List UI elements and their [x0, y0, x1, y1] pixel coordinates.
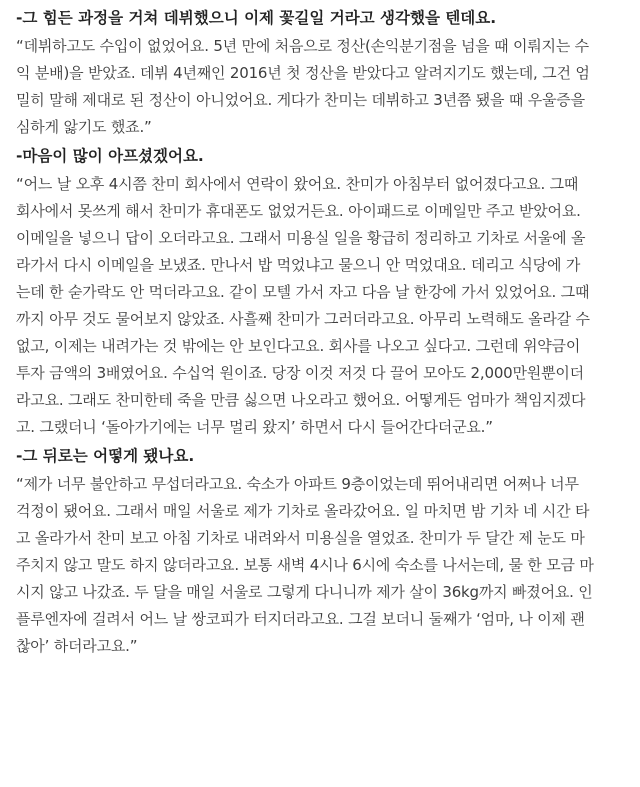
answer-line: 까지 아무 것도 물어보지 않았죠. 사흘째 찬미가 그러더라고요. 아무리 노력해도 올라갈 수 [16, 310, 590, 328]
question-heading: -그 힘든 과정을 거쳐 데뷔했으니 이제 꽃길일 거라고 생각했을 텐데요. [16, 9, 497, 27]
answer-line: 라고요. 그래도 찬미한테 죽을 만큼 싫으면 나오라고 했어요. 어떻게든 엄마가 책임지겠다 [16, 391, 586, 409]
qa-section-2 [16, 144, 624, 441]
answer-line: 이메일을 넣으니 답이 오더라고요. 그래서 미용실 일을 황급히 정리하고 기차로 서울에 올 [16, 229, 586, 247]
answer-line: 플루엔자에 걸려서 어느 날 쌍코피가 터지더라고요. 그걸 보더니 둘째가 ‘엄마, 나 이제 괜 [16, 610, 585, 628]
question-heading: -마음이 많이 아프셨겠어요. [16, 147, 204, 165]
answer-line: 시지 않고 나갔죠. 두 달을 매일 서울로 그렇게 다니니까 제가 살이 36kg까지 빠졌어요. 인 [16, 583, 593, 601]
answer-line: 익 분배)을 받았죠. 데뷔 4년째인 2016년 첫 정산을 받았다고 알려지기도 했는데, 그건 엄 [16, 64, 590, 82]
answer-line: 밀히 말해 제대로 된 정산이 아니었어요. 게다가 찬미는 데뷔하고 3년쯤 됐을 때 우울증을 [16, 91, 585, 109]
answer-line: 찮아’ 하더라고요.” [16, 637, 138, 655]
answer-paragraph [16, 33, 624, 141]
answer-line: 없고, 이제는 내려가는 것 밖에는 안 보인다고요. 회사를 나오고 싶다고. 그런데 위약금이 [16, 337, 581, 355]
answer-line: 고 올라가서 찬미 보고 아침 기차로 내려와서 미용실을 열었죠. 찬미가 두 달간 제 눈도 마 [16, 529, 585, 547]
answer-line: 고. 그랬더니 ‘돌아가기에는 너무 멀리 왔지’ 하면서 다시 들어간다더군요.” [16, 418, 493, 436]
answer-line: 는데 한 숟가락도 안 먹더라고요. 같이 모텔 가서 자고 다음 날 한강에 가서 있었어요. 그때 [16, 283, 590, 301]
answer-line: 라가서 다시 이메일을 보냈죠. 만나서 밥 먹었냐고 물으니 안 먹었대요. 데리고 식당에 가 [16, 256, 581, 274]
question-heading: -그 뒤로는 어떻게 됐나요. [16, 447, 195, 465]
qa-section-1 [16, 6, 624, 141]
answer-line: “어느 날 오후 4시쯤 찬미 회사에서 연락이 왔어요. 찬미가 아침부터 없어졌다고요. 그때 [16, 175, 579, 193]
qa-section-3 [16, 444, 624, 660]
answer-line: 주치지 않고 말도 하지 않더라고요. 보통 새벽 4시나 6시에 숙소를 나서는데, 물 한 모금 마 [16, 556, 594, 574]
answer-paragraph [16, 171, 624, 441]
answer-line: “데뷔하고도 수입이 없었어요. 5년 만에 처음으로 정산(손익분기점을 넘을 때 이뤄지는 수 [16, 37, 589, 55]
answer-line: “제가 너무 불안하고 무섭더라고요. 숙소가 아파트 9층이었는데 뛰어내리면 어쩌나 너무 [16, 475, 579, 493]
answer-line: 걱정이 됐어요. 그래서 매일 서울로 제가 기차로 올라갔어요. 일 마치면 밤 기차 네 시간 타 [16, 502, 590, 520]
answer-line: 투자 금액의 3배였어요. 수십억 원이죠. 당장 이것 저것 다 끌어 모아도 2,000만원뿐이더 [16, 364, 584, 382]
answer-line: 심하게 앓기도 했죠.” [16, 118, 152, 136]
answer-paragraph [16, 471, 624, 660]
answer-line: 회사에서 못쓰게 해서 찬미가 휴대폰도 없었거든요. 아이패드로 이메일만 주고 받았어요. [16, 202, 581, 220]
